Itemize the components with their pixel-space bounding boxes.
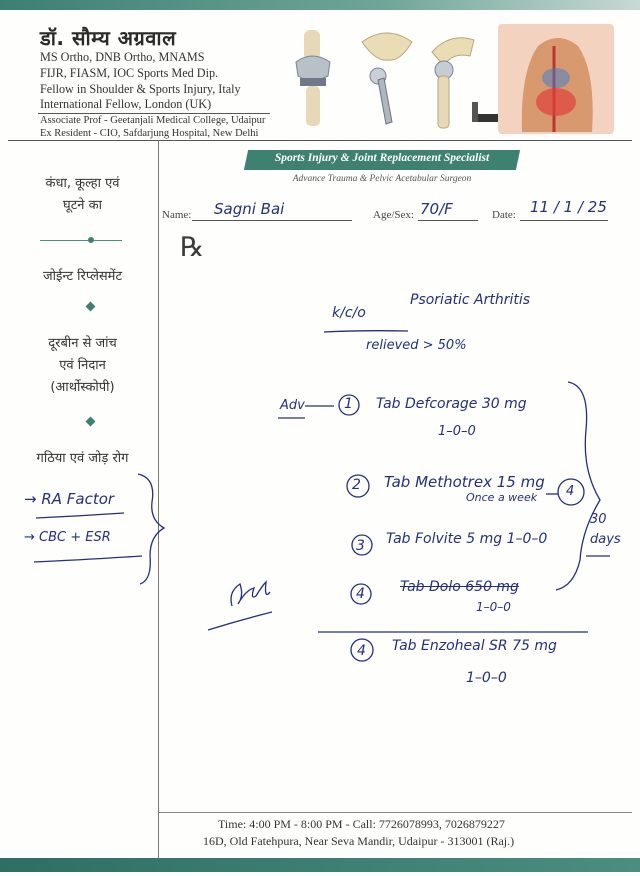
med-number: 2 (352, 477, 361, 493)
med-number: 4 (356, 586, 365, 602)
bracket-note: 4 (566, 484, 575, 499)
age-sex-label: Age/Sex: (373, 209, 414, 221)
date-label: Date: (492, 209, 516, 221)
doctor-name: डॉ. सौम्य अग्रवाल (40, 26, 177, 50)
medicine-2-frequency: Once a week (466, 491, 538, 504)
medicine-2: Tab Methotrex 15 mg (384, 473, 545, 491)
service-joint-replacement-line: कंधा, कूल्हा एवं घूटने का (45, 176, 120, 213)
qualification-line: International Fellow, London (UK) (40, 97, 212, 111)
med-number: 4 (357, 643, 366, 659)
medicine-1: Tab Defcorage 30 mg (376, 396, 527, 412)
service-arthroscopy: दूरबीन से जांच एवं निदान (आर्थोस्कोपी) (48, 336, 117, 395)
name-label: Name: (162, 209, 192, 221)
service-arthritis: गठिया एवं जोड़ रोग (36, 451, 129, 466)
med-number: 3 (356, 538, 365, 554)
qualification-line: FIJR, FIASM, IOC Sports Med Dip. (40, 66, 219, 80)
qualification-line: Fellow in Shoulder & Sports Injury, Italy (40, 82, 241, 96)
advice-label: Adv (280, 398, 305, 413)
footer-address: 16D, Old Fatehpura, Near Seva Mandir, Udaipur - 313001 (Raj.) (203, 834, 515, 848)
investigation-2: → CBC + ESR (24, 530, 111, 545)
footer-timing-contact: Time: 4:00 PM - 8:00 PM - Call: 7726078993, 7026879227 (218, 817, 505, 831)
duration-value: 30 (590, 512, 607, 527)
ex-resident-text: Ex Resident - CIO, Safdarjung Hospital, New Delhi (40, 128, 259, 139)
med-number: 1 (344, 396, 353, 412)
medicine-5-dose: 1–0–0 (466, 670, 507, 686)
medicine-1-dose: 1–0–0 (438, 424, 476, 439)
relieved-text: relieved > 50% (366, 338, 467, 353)
associate-text: Associate Prof - Geetanjali Medical College, Udaipur (40, 115, 266, 126)
trauma-subtitle: Advance Trauma & Pelvic Acetabular Surgeon (292, 174, 472, 184)
investigation-1: → RA Factor (24, 490, 115, 508)
medicine-3: Tab Folvite 5 mg 1–0–0 (386, 531, 548, 547)
rx-symbol: ℞ (180, 232, 205, 262)
medicine-5: Tab Enzoheal SR 75 mg (392, 638, 557, 654)
qualification-line: MS Ortho, DNB Ortho, MNAMS (40, 50, 205, 64)
service-joint-replacement: जोईन्ट रिप्लेसमेंट (42, 269, 122, 284)
date-value: 11 / 1 / 25 (530, 198, 607, 216)
patient-name: Sagni Bai (214, 200, 285, 218)
duration-unit: days (590, 532, 621, 547)
bottom-color-band (0, 858, 640, 872)
footer-rule (158, 812, 632, 813)
medicine-4-struck: Tab Dolo 650 mg (400, 579, 519, 595)
medicine-4-dose: 1–0–0 (476, 600, 511, 614)
kco-text: k/c/o (332, 305, 366, 321)
diagnosis-text: Psoriatic Arthritis (410, 292, 531, 308)
specialist-text: Sports Injury & Joint Replacement Specialist (274, 152, 490, 164)
age-sex-value: 70/F (420, 200, 453, 218)
